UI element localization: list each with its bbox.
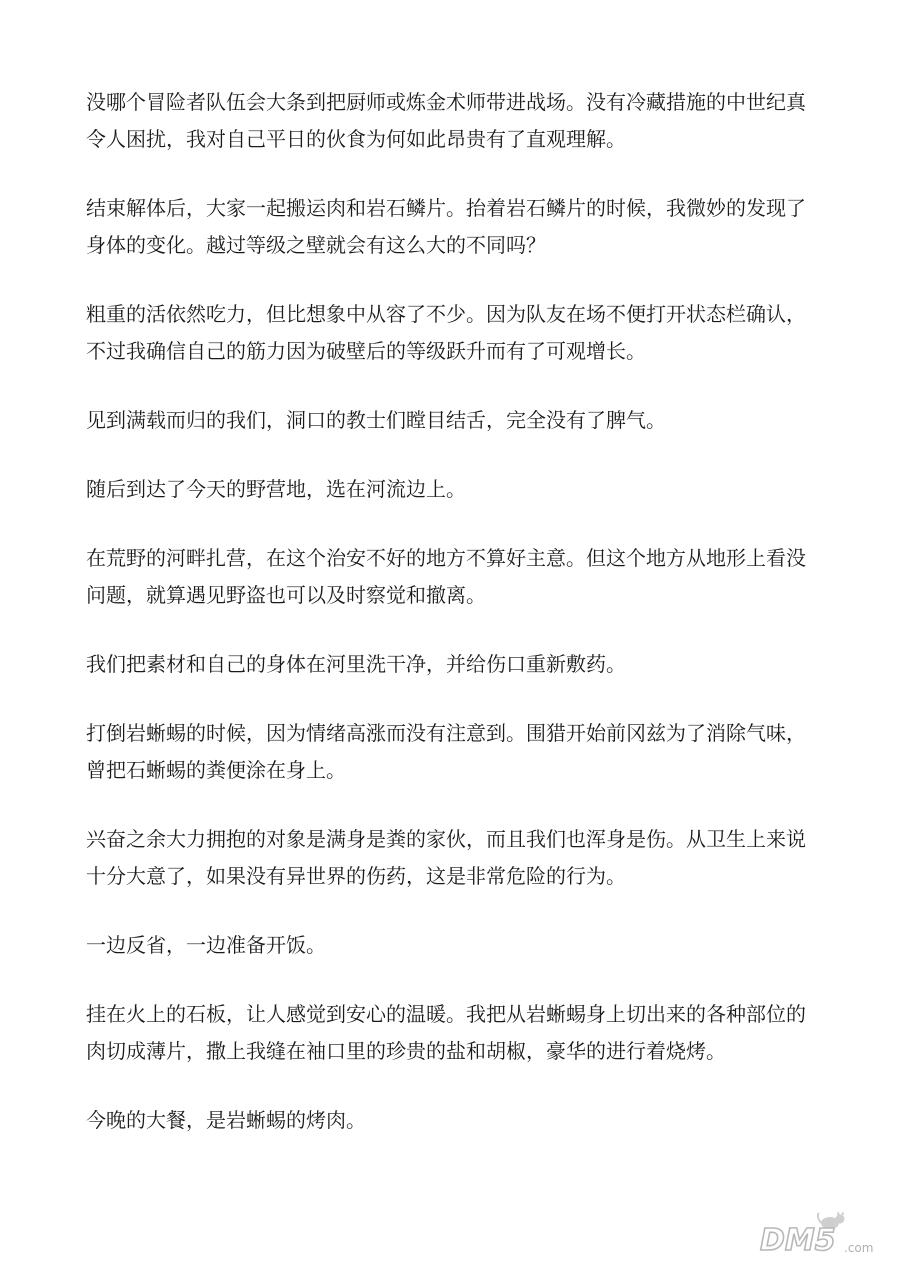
paragraph-8: 打倒岩蜥蜴的时候，因为情绪高涨而没有注意到。围猎开始前冈兹为了消除气味，曾把石蜥蜴的粪便涂在身上。: [86, 721, 806, 782]
paragraph-6: 在荒野的河畔扎营，在这个治安不好的地方不算好主意。但这个地方从地形上看没问题，就算遇见野盗也可以及时察觉和撤离。: [86, 546, 806, 607]
text-body: [86, 84, 816, 1171]
watermark-brand-text: DM5: [760, 1223, 836, 1258]
dm5-watermark-logo: [758, 1210, 886, 1258]
paragraph-11: 挂在火上的石板，让人感觉到安心的温暖。我把从岩蜥蜴身上切出来的各种部位的肉切成薄片，撒上我缝在袖口里的珍贵的盐和胡椒，豪华的进行着烧烤。: [86, 1002, 806, 1063]
watermark-domain-text: .com: [844, 1241, 874, 1255]
paragraph-5: 随后到达了今天的野营地，选在河流边上。: [86, 477, 466, 501]
paragraph-2: 结束解体后，大家一起搬运肉和岩石鳞片。抬着岩石鳞片的时候，我微妙的发现了身体的变化。越过等级之壁就会有这么大的不同吗？: [86, 196, 806, 257]
paragraph-7: 我们把素材和自己的身体在河里洗干净，并给伤口重新敷药。: [86, 652, 626, 676]
paragraph-9: 兴奋之余大力拥抱的对象是满身是粪的家伙，而且我们也浑身是伤。从卫生上来说十分大意了，如果没有异世界的伤药，这是非常危险的行为。: [86, 827, 806, 888]
paragraph-10: 一边反省，一边准备开饭。: [86, 933, 326, 957]
paragraph-12: 今晚的大餐，是岩蜥蜴的烤肉。: [86, 1108, 366, 1132]
paragraph-4: 见到满载而归的我们，洞口的教士们瞠目结舌，完全没有了脾气。: [86, 408, 666, 432]
paragraph-3: 粗重的活依然吃力，但比想象中从容了不少。因为队友在场不便打开状态栏确认，不过我确信自己的筋力因为破壁后的等级跃升而有了可观增长。: [86, 302, 806, 363]
paragraph-1: 没哪个冒险者队伍会大条到把厨师或炼金术师带进战场。没有冷藏措施的中世纪真令人困扰，我对自己平日的伙食为何如此昂贵有了直观理解。: [86, 90, 806, 151]
